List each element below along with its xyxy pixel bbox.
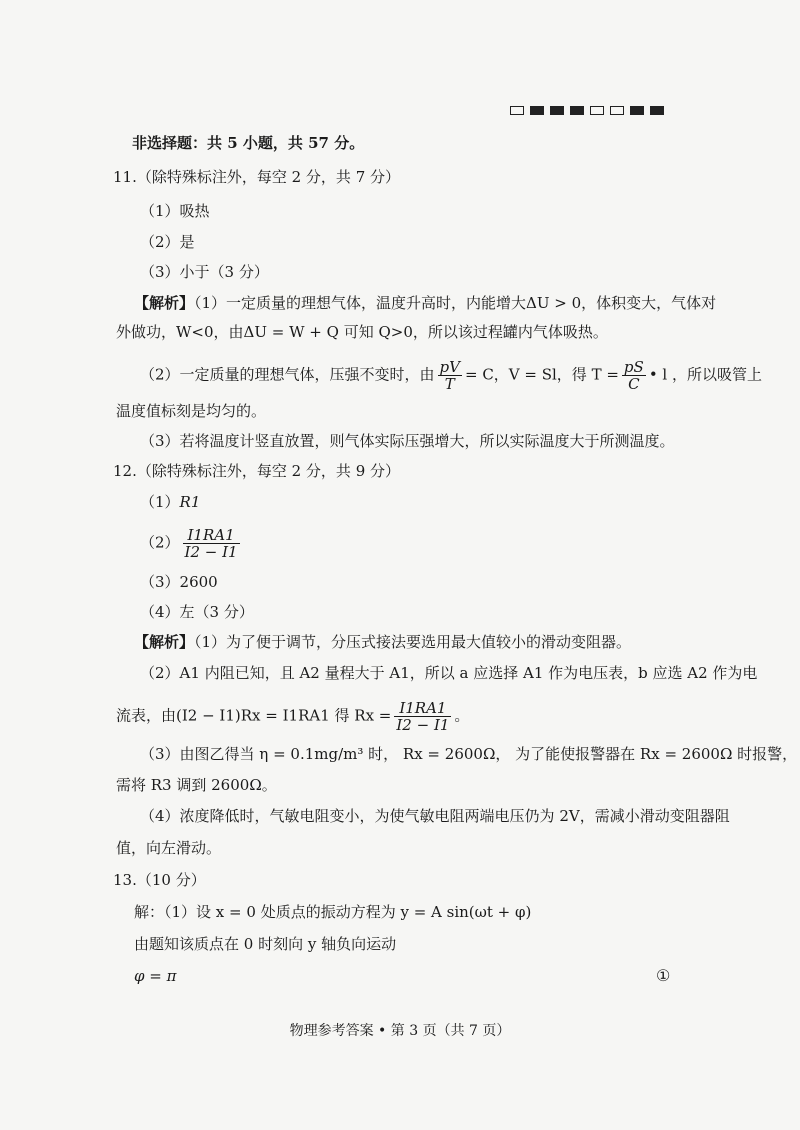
q13-heading: 13.（10 分） [113,871,206,889]
header-mark-7 [650,106,664,115]
q12-explanation-2b: 流表，由(I2 − I1)Rx = I1RA1 得 Rx = $\frac{I1RA1}{I2 - I1}$ 。 [116,699,470,734]
q13-step-2: 由题知该质点在 0 时刻向 y 轴负向运动 [134,935,397,953]
q12-heading: 12.（除特殊标注外，每空 2 分，共 9 分） [113,462,401,480]
fraction-resistance: $\frac{I1RA1}{I2 - I1}$ [184,526,238,561]
analysis-tag: 【解析】 [134,294,195,312]
header-mark-2 [550,106,564,115]
header-mark-1 [530,106,544,115]
fraction-pv-over-t: $\frac{pV}{T}$ [439,358,460,393]
q12-explanation-3a: （3）由图乙得当 η = 0.1mg/m³ 时， Rx = 2600Ω， 为了能使报警器在 Rx = 2600Ω 时报警， [140,745,798,763]
header-mark-3 [570,106,584,115]
q12-explanation-4a: （4）浓度降低时，气敏电阻变小，为使气敏电阻两端电压仍为 2V，需减小滑动变阻器阻 [140,807,730,825]
q12-explanation-3b: 需将 R3 调到 2600Ω。 [116,776,277,794]
q11-answer-3: （3）小于（3 分） [140,263,269,281]
q12-answer-4: （4）左（3 分） [140,603,254,621]
q12-answer-3: （3）2600 [140,573,218,591]
header-mark-6 [630,106,644,115]
q11-heading: 11.（除特殊标注外，每空 2 分，共 7 分） [113,168,401,186]
q12-explanation-2a: （2）A1 内阻已知，且 A2 量程大于 A1，所以 a 应选择 A1 作为电压表，b 应选 A2 作为电 [140,664,758,682]
q11-explanation-1a: 【解析】（1）一定质量的理想气体，温度升高时，内能增大ΔU > 0，体积变大，气体对 [134,294,717,312]
q13-step-3: φ = π [134,967,177,985]
q11-explanation-3: （3）若将温度计竖直放置，则气体实际压强增大，所以实际温度大于所测温度。 [140,432,675,450]
fraction-rx: $\frac{I1RA1}{I2 - I1}$ [396,699,450,734]
q11-explanation-2a: （2）一定质量的理想气体，压强不变时，由 $\frac{pV}{T}$ = C，V = Sl，得 T = $\frac{pS}{C}$ • l ，所以吸管上 [140,358,762,393]
q12-answer-1: （1）R1 [140,493,201,511]
q12-answer-2: （2） $\frac{I1RA1}{I2 - I1}$ [140,526,238,561]
header-mark-4 [590,106,604,115]
section-title: 非选择题：共 5 小题，共 57 分。 [132,134,365,152]
header-marks [510,106,664,115]
header-mark-5 [610,106,624,115]
equation-number: ① [656,966,671,985]
q13-step-1: 解：（1）设 x = 0 处质点的振动方程为 y = A sin(ωt + φ) [134,903,532,921]
q12-explanation-4b: 值，向左滑动。 [116,839,222,857]
fraction-ps-over-c: $\frac{pS}{C}$ [623,358,644,393]
q11-explanation-1b: 外做功，W<0，由ΔU = W + Q 可知 Q>0，所以该过程罐内气体吸热。 [116,323,608,341]
header-mark-0 [510,106,524,115]
q11-answer-1: （1）吸热 [140,202,210,220]
q11-answer-2: （2）是 [140,233,195,251]
page-footer: 物理参考答案 • 第 3 页（共 7 页） [289,1023,511,1039]
q11-explanation-2b: 温度值标刻是均匀的。 [116,402,267,420]
q12-explanation-1: 【解析】（1）为了便于调节，分压式接法要选用最大值较小的滑动变阻器。 [134,633,632,651]
